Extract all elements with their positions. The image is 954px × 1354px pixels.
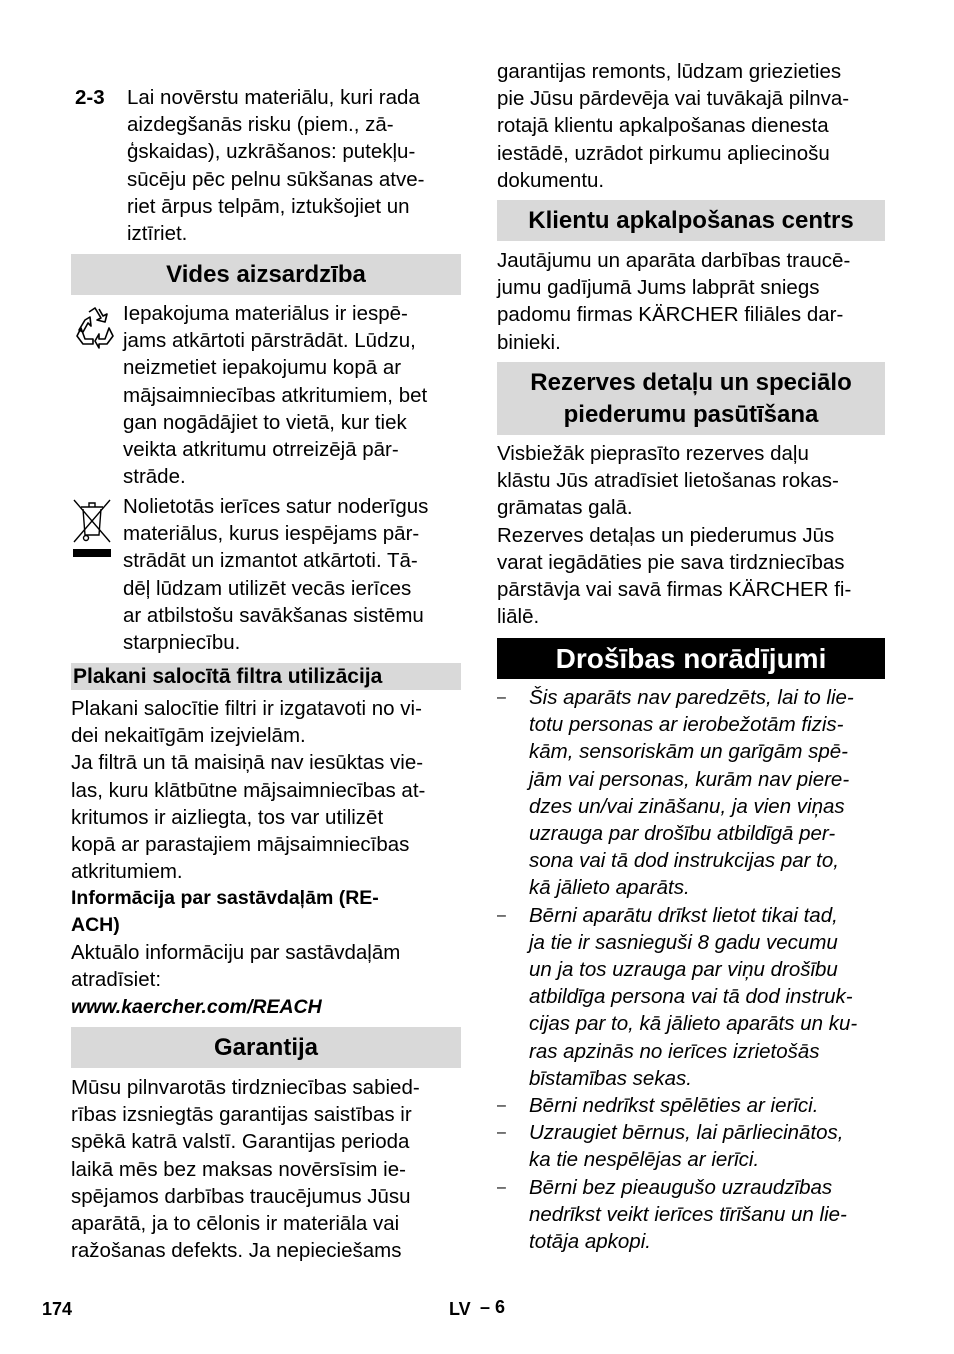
text-line: totu personas ar ierobežotām fizis- xyxy=(529,713,844,737)
text-line: aizdegšanās risku (piem., zā- xyxy=(127,113,394,137)
text-line: Nolietotās ierīces satur noderīgus xyxy=(123,495,429,518)
text-line: nedrīkst veikt ierīces tīrīšanu un lie- xyxy=(529,1202,847,1226)
text-line: dēļ lūdzam utilizēt vecās ierīces xyxy=(123,576,412,600)
safety-bullet-item xyxy=(497,902,885,1092)
text-line: ģskaidas), uzkrāšanos: putekļu- xyxy=(127,140,416,164)
text-line: dzes un/vai zināšanu, ja vien viņas xyxy=(529,794,845,818)
safety-bullet-text xyxy=(529,1119,885,1173)
section-heading-filter: Plakani salocītā filtra utilizācija xyxy=(71,663,461,690)
dash-marker: – xyxy=(497,1097,506,1114)
language-code: LV xyxy=(449,1299,471,1319)
text-line: ražošanas defekts. Ja nepieciešams xyxy=(71,1239,402,1263)
crossed-bin-icon xyxy=(71,497,113,561)
text-line: Rezerves detaļas un piederumus Jūs xyxy=(497,523,835,547)
text-line: liālē. xyxy=(497,605,540,629)
text-line: atbildīga persona vai tā dod instruk- xyxy=(529,985,853,1009)
text-line: riet ārpus telpām, iztukšojiet un xyxy=(127,194,410,218)
section-heading-drosibas: Drošības norādījumi xyxy=(497,638,885,679)
text-line: kām, sensoriskām un garīgām spē- xyxy=(529,740,849,764)
safety-bullet-text xyxy=(529,1174,885,1256)
text-line: materiālus, kurus iespējams pār- xyxy=(123,522,420,546)
rezerves-text xyxy=(497,440,885,630)
text-line: Jautājumu un aparāta darbības traucē- xyxy=(497,249,851,272)
text-line: mājsaimniecības atkritumiem, bet xyxy=(123,383,428,407)
dash-marker: – xyxy=(497,689,506,706)
dash-marker: – xyxy=(497,1124,506,1142)
text-line: padomu firmas KÄRCHER filiāles dar- xyxy=(497,303,844,327)
text-line: Rezerves detaļu un speciālo xyxy=(530,368,852,396)
text-line: rības izsniegtās garantijas saistības ir xyxy=(71,1103,412,1127)
safety-bullet-item xyxy=(497,1119,885,1173)
safety-bullet-item xyxy=(497,1092,885,1119)
text-line: Visbiežāk pieprasīto rezerves daļu xyxy=(497,442,809,465)
text-line: Ja filtrā un tā maisiņā nav iesūktas vie- xyxy=(71,751,424,775)
recycle-icon xyxy=(73,306,117,350)
text-line: rotajā klientu apkalpošanas dienestа xyxy=(497,114,829,138)
garantija-text xyxy=(71,1074,461,1264)
text-line: spēkā katrā valstī. Garantijas perioda xyxy=(71,1130,410,1154)
text-line: Aktuālo informāciju par sastāvdaļām xyxy=(71,941,401,964)
reach-heading xyxy=(71,885,461,939)
text-line: Iepakojuma materiālus ir iespē- xyxy=(123,302,408,325)
text-line: veikta atkritumu otrreizējā pār- xyxy=(123,438,399,462)
text-line: varat iegādāties pie sava tirdzniecības xyxy=(497,550,845,574)
text-line: binieki. xyxy=(497,330,561,354)
text-line: Informācija par sastāvdaļām (RE- xyxy=(71,887,379,909)
reach-link[interactable]: www.kaercher.com/REACH xyxy=(71,996,322,1018)
text-line: spējamos darbības traucējumus Jūsu xyxy=(71,1184,411,1208)
text-line: garantijas remonts, lūdzam griezieties xyxy=(497,60,842,83)
recycle-text xyxy=(123,300,461,490)
section-heading-vides: Vides aizsardzība xyxy=(71,254,461,295)
text-line: jām vai personas, kurām nav piere- xyxy=(529,767,850,791)
text-line: strāde. xyxy=(123,465,186,489)
safety-bullet-text xyxy=(529,1092,885,1119)
text-line: un ja tos uzrauga par viņu drošību xyxy=(529,958,838,981)
text-line: jams atkārtoti pārstrādāt. Lūdzu, xyxy=(123,329,416,353)
safety-bullet-text xyxy=(529,902,885,1092)
text-line: neizmetiet iepakojumu kopā ar xyxy=(123,356,402,380)
text-line: Uzraugiet bērnus, lai pārliecinātos, xyxy=(529,1121,844,1145)
text-line: jumu gadījumā Jums labprāt sniegs xyxy=(497,276,820,300)
text-line: pārstāvja vai savā firmas KÄRCHER fi- xyxy=(497,578,852,602)
text-line: pie Jūsu pārdevēja vai tuvākajā pilnva- xyxy=(497,87,850,111)
text-line: cijas par to, kā jālieto aparāts un ku- xyxy=(529,1012,858,1036)
text-line: klāstu Jūs atradīsiet lietošanas rokas- xyxy=(497,469,839,493)
safety-bullet-text xyxy=(529,684,885,902)
text-line: Šis aparāts nav paredzēts, lai to lie- xyxy=(529,686,854,709)
text-line: ar atbilstošu savākšanas sistēmu xyxy=(123,603,424,627)
text-line: sūcēju pēc pelnu sūkšanas atve- xyxy=(127,167,425,191)
text-line: piederumu pasūtīšana xyxy=(563,400,819,428)
text-line: atkritumiem. xyxy=(71,860,183,884)
page-number: 174 xyxy=(42,1299,73,1319)
text-line: atradīsiet: xyxy=(71,968,162,992)
text-line: ACH) xyxy=(71,914,120,937)
text-line: kritumos ir aizliegta, tos var utilizēt xyxy=(71,805,384,829)
klientu-text xyxy=(497,247,885,356)
text-line: grāmatas galā. xyxy=(497,496,633,520)
page-suffix: – 6 xyxy=(480,1297,506,1317)
text-line: uzrauga par drošību atbildīgā per- xyxy=(529,822,836,846)
section-heading-garantija: Garantija xyxy=(71,1027,461,1068)
text-line: Bērni bez pieaugušo uzraudzības xyxy=(529,1175,833,1199)
text-line: strādāt un izmantot atkārtoti. Tā- xyxy=(123,549,418,573)
text-line: ka tie nespēlējas ar ierīci. xyxy=(529,1148,760,1172)
text-line: Plakani salocītie filtri ir izgatavoti no vi- xyxy=(71,697,422,720)
text-line: dei nekaitīgām izejvielām. xyxy=(71,724,306,748)
text-line: laikā mēs bez maksas novērsīsim ie- xyxy=(71,1157,406,1181)
text-line: las, kuru klātbūtne mājsaimniecības at- xyxy=(71,778,426,802)
text-line: ja tie ir sasnieguši 8 gadu vecumu xyxy=(529,930,838,954)
garantija-cont-text xyxy=(497,58,885,194)
text-line: totāja apkopi. xyxy=(529,1230,651,1253)
text-line: ras apzinās no ierīces izrietošās xyxy=(529,1039,820,1063)
section-heading-klientu: Klientu apkalpošanas centrs xyxy=(497,200,885,241)
text-line: starpniecību. xyxy=(123,631,241,655)
text-line: Lai novērstu materiālu, kuri rada xyxy=(127,86,420,109)
text-line: kā jālieto aparāts. xyxy=(529,876,690,900)
text-line: Bērni nedrīkst spēlēties ar ierīci. xyxy=(529,1094,819,1117)
filter-text xyxy=(71,695,461,885)
text-line: dokumentu. xyxy=(497,168,605,192)
text-line: kopā ar parastajiem mājsaimniecības xyxy=(71,833,410,857)
item-number: 2-3 xyxy=(75,86,105,109)
text-line: iestādē, uzrādot pirkumu apliecinošu xyxy=(497,141,830,165)
text-line: Bērni aparātu drīkst lietot tikai tad, xyxy=(529,903,838,927)
dash-marker: – xyxy=(497,1178,506,1196)
text-line: sona vai tā dod instrukcijas par to, xyxy=(529,849,839,873)
safety-bullet-item xyxy=(497,684,885,902)
text-line: aparātā, ja to cēlonis ir materiāla vai xyxy=(71,1212,400,1236)
text-line: gan nogādājiet to vietā, kur tiek xyxy=(123,410,407,434)
reach-text xyxy=(71,939,461,993)
dash-marker: – xyxy=(497,906,506,924)
text-line: bīstamības sekas. xyxy=(529,1066,692,1090)
section-heading-rezerves xyxy=(497,362,885,435)
weee-text xyxy=(123,493,461,656)
safety-bullet-item xyxy=(497,1174,885,1256)
item-2-3-text xyxy=(127,84,461,247)
text-line: iztīriet. xyxy=(127,222,188,246)
text-line: Mūsu pilnvarotās tirdzniecības sabied- xyxy=(71,1076,420,1099)
